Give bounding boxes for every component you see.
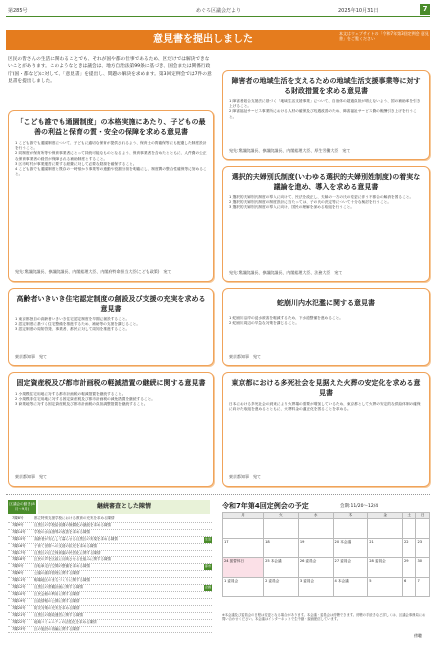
calendar-day: 22: [402, 538, 415, 558]
calendar-day: 5: [368, 577, 403, 597]
card-item: 1 選択的夫婦別氏制度の導入に向けて、民法を改正し、夫婦の一方の氏の変更に伴う不都合の解消を図ること。: [229, 195, 414, 199]
card-item: 1 東京都独自の高齢者いきいき住宅認定制度を早期に創設すること。: [15, 317, 130, 321]
opinion-card-childcare: [8, 110, 214, 282]
petition-row: [8, 620, 212, 627]
card-item: 3 商業地等に対する固定資産税及び都市計画税の負担調整措置を継続すること。: [15, 402, 148, 407]
petition-number: 7陳14号: [12, 529, 26, 534]
calendar-week: [223, 538, 430, 558]
petition-number: 7陳16号: [12, 543, 26, 548]
card-items: [229, 316, 423, 326]
petition-number: 7陳11号: [12, 578, 26, 583]
petition-number: 7陳19号: [12, 598, 26, 603]
calendar-day: [333, 519, 368, 539]
weekday-label: 土: [402, 513, 415, 519]
petition-number: 7陳6号: [12, 571, 24, 576]
calendar-day: [402, 519, 415, 539]
committee-tag: 都市: [204, 564, 211, 569]
weekday-label: 金: [368, 513, 403, 519]
calendar-day: 2 委員会: [264, 577, 299, 597]
calendar-day: [368, 519, 403, 539]
petition-title: 目黒区の景観計画に関する陳情: [34, 585, 83, 590]
card-title: 東京都における多死社会を見据えた火葬の安定化を求める意見書: [231, 379, 421, 397]
tracking-title: 継続審査とした陳情: [38, 500, 210, 514]
card-item: 3 選択的夫婦別氏制度の導入に向け、国民の理解を深める取組を行うこと。: [229, 205, 355, 210]
issue-number: 第285号: [8, 8, 28, 14]
calendar-day: [416, 519, 430, 539]
card-item: 1 蛇崩川沿岸の浸水被害を軽減するため、下水道整備を進めること。: [229, 316, 343, 320]
card-title: 障害者の地域生活を支えるための地域生活支援事業等に対する財政措置を求める意見書: [231, 77, 421, 95]
petition-row: [8, 523, 212, 530]
calendar-day: 29: [402, 558, 415, 578]
calendar-week: [223, 519, 430, 539]
card-title: 高齢者いきいき住宅認定制度の創設及び支援の充実を求める意見書: [16, 295, 206, 313]
weekday-label: 月: [223, 513, 264, 519]
petition-number: 7陳9号: [12, 522, 24, 527]
calendar-day: 3 委員会: [298, 577, 333, 597]
opinion-card-property-tax: [8, 372, 214, 487]
petition-number: 7陳18号: [12, 557, 26, 562]
committee-tag: 生活: [204, 536, 211, 541]
petition-row: [8, 578, 212, 585]
petition-row: [8, 571, 212, 578]
calendar-day: 18: [264, 538, 299, 558]
section-divider: [6, 494, 430, 495]
petition-title: 目黒区の学校給食費の無償化の継続を求める陳情: [34, 522, 111, 527]
calendar-day: 27 委員会: [333, 558, 368, 578]
petition-title: 区民会館の利用に関する陳情: [34, 591, 80, 596]
card-items: [229, 195, 423, 211]
petition-title: 都立特別支援学校における教育の充実を求める陳情: [34, 516, 115, 520]
petition-title: 駒場地区のまちづくりに関する陳情: [34, 578, 90, 583]
weekday-label: 木: [333, 513, 368, 519]
petition-title: 学校の水泳指導の改善を求める陳情: [34, 529, 90, 534]
card-item: 1 小規模住宅用地に対する都市計画税の軽減措置を継続すること。: [15, 392, 126, 396]
petition-title: 公園の維持管理に関する陳情: [34, 571, 80, 576]
card-item: 3 区市町村が事業運営に要する経費に対して必要な財源を確保すること。: [15, 161, 137, 166]
calendar-day: 1 委員会: [223, 577, 264, 597]
card-title: 「こども誰でも通園制度」の本格実施にあたり、子どもの最善の利益と保育の質・安全の保障を求める意見書: [16, 118, 206, 136]
petition-title: 高齢者が安心して暮らせる目黒区の実現を求める陳情: [34, 536, 118, 541]
card-addressee: 宛先:衆議院議長、参議院議長、内閣総理大臣、法務大臣 宛て: [229, 270, 343, 275]
card-addressee: 東京都知事 宛て: [15, 354, 47, 359]
banner-note: 本文はウェブサイトの「令和7年第3回定例会 意見書」をご覧ください: [339, 31, 429, 41]
petition-title: 防災対策の充実を求める陳情: [34, 605, 80, 610]
card-item: 2 障害福祉サービス事業所における人材の確保及び処遇改善のため、障害福祉サービス費の報酬引き上げを行うこと。: [229, 109, 417, 119]
petition-row: [8, 530, 212, 537]
card-item: 3 認定制度の周知啓発、事業者、都民に対して周知を推進すること。: [15, 327, 130, 332]
weekday-label: 水: [298, 513, 333, 519]
calendar-day: 25 本会議: [264, 558, 299, 578]
calendar-tag: 傍聴: [414, 633, 422, 638]
calendar-day: 24 振替休日: [223, 558, 264, 578]
opinion-card-cremation: [222, 372, 430, 487]
petition-number: 7陳17号: [12, 550, 26, 555]
calendar-title: 令和7年第4回定例会の予定: [222, 502, 309, 510]
issue-date: 2025年10月31日: [338, 8, 379, 14]
petition-title: 子育て世帯への支援の拡充を求める陳情: [34, 543, 97, 548]
card-item: 1 障害者総合支援法に基づく「地域生活支援事業」について、自治体の超過負担が増えないよう、国の補助率を引き上げること。: [229, 99, 421, 109]
petition-row: [8, 551, 212, 558]
weekday-label: 火: [264, 513, 299, 519]
petition-row: [8, 592, 212, 599]
petition-row: [8, 557, 212, 564]
card-addressee: 東京都知事 宛て: [15, 474, 47, 479]
calendar-day: [264, 519, 299, 539]
petition-row: [8, 627, 212, 634]
card-item: 2 蛇崩川周辺の早急な対策を講じること。: [229, 321, 299, 326]
committee-tag: 企画: [204, 585, 211, 590]
petition-title: 自転車走行空間の整備を求める陳情: [34, 564, 90, 569]
card-item: 1 こども誰でも通園制度について、子どもに適切な保育が提供されるよう、保育士の質確保等にも配慮した制度設計を行うこと。: [15, 141, 207, 151]
calendar-day: 28 委員会: [368, 558, 403, 578]
petition-number: 7陳8号: [12, 516, 24, 520]
calendar-day: 7: [416, 577, 430, 597]
card-items: [229, 99, 423, 120]
section-banner: 意見書を提出しました: [6, 30, 430, 50]
calendar-day: 23: [416, 538, 430, 558]
card-items: [15, 317, 207, 333]
petition-number: 7陳12号: [12, 585, 26, 590]
petition-row: [8, 585, 212, 592]
card-item: 2 同制度が保育所等や保育事業者にとって持続可能なものとなるよう、保育事業者を含めたとともに、人件費の公正な保育事業者の経営が保障される補助制度とすること。: [15, 151, 207, 161]
petition-number: 7陳15号: [12, 536, 26, 541]
petition-title: 区民の声を区政に反映させる仕組みに関する陳情: [34, 557, 111, 562]
card-addressee: 宛先:衆議院議長、参議院議長、内閣総理大臣、内閣府特命担当大臣(こども政策) 宛て: [15, 269, 172, 274]
petition-number: 7陳21号: [12, 612, 26, 617]
petition-title: 区の施設の再編に関する陳情: [34, 626, 80, 631]
calendar-day: [223, 519, 264, 539]
petition-row: [8, 537, 212, 544]
page-number: 7: [420, 4, 430, 15]
petition-row: [8, 606, 212, 613]
session-calendar: [222, 512, 430, 597]
card-item: 2 小規模非住宅用地に対する固定資産税及び都市計画税の減免措置を継続すること。: [15, 397, 155, 402]
petition-number: 7陳22号: [12, 619, 26, 624]
calendar-day: 26 委員会: [298, 558, 333, 578]
card-item: 2 選択的夫婦別氏制度の制度設計に当たっては、子の氏の決定等について十分な検討を行うこと。: [229, 200, 392, 205]
card-addressee: 東京都知事 宛て: [229, 354, 261, 359]
publication-name: めぐろ区議会だより: [196, 8, 242, 14]
calendar-week: [223, 577, 430, 597]
petition-number: 7陳5号: [12, 564, 24, 569]
card-addressee: 宛先:衆議院議長、参議院議長、内閣総理大臣、厚生労働大臣 宛て: [229, 148, 351, 153]
petition-title: 地域コミュニティの活性化を求める陳情: [34, 619, 97, 624]
petition-row: [8, 613, 212, 620]
weekday-label: 日: [416, 513, 430, 519]
card-items: [15, 392, 207, 408]
calendar-day: 21: [368, 538, 403, 558]
card-item: 4 こども誰でも通園制度と既存の一時預かり事業等の連動や役割分担を明確にし、制度間の整合性確保等に努めること。: [15, 167, 207, 177]
petition-title: 目黒区の財政運営に関する陳情: [34, 612, 83, 617]
calendar-day: 6: [402, 577, 415, 597]
page-header: [6, 4, 430, 15]
petition-title: 目黒区の区立保育園の民営化に関する陳情: [34, 550, 101, 555]
opinion-card-senior-housing: [8, 288, 214, 366]
card-items: [229, 402, 423, 412]
calendar-week: [223, 558, 430, 578]
calendar-day: 20 本会議: [333, 538, 368, 558]
card-item: 2 認定制度に基づく住宅整備を推進するため、補助等の支援を講じること。: [15, 322, 141, 327]
calendar-day: 19: [298, 538, 333, 558]
calendar-day: 17: [223, 538, 264, 558]
petition-row: [8, 599, 212, 606]
calendar-period: 会期:11/20〜12/4: [340, 504, 379, 509]
opinion-card-disability: [222, 70, 430, 160]
calendar-day: [298, 519, 333, 539]
opinion-card-surname: [222, 166, 430, 282]
petition-number: 7陳23号: [12, 626, 26, 631]
card-addressee: 東京都知事 宛て: [229, 474, 261, 479]
card-title: 固定資産税及び都市計画税の軽減措置の継続に関する意見書: [16, 379, 206, 387]
tracking-left-label: 区議会の動き(8月〜9月): [8, 500, 36, 514]
petition-row: [8, 564, 212, 571]
petition-number: 7陳10号: [12, 591, 26, 596]
calendar-day: 30: [416, 558, 430, 578]
intro-text: 区民の皆さんの生活に関わることでも、それが国や都の仕事であるため、区だけでは解決できないことがあります。このようなときは議会は、地方自治法第99条に基づき、国会または関係行政庁(国・都など)に対して、「意見書」を提出し、問題の解決を求めます。第3回定例会では7件の意見書を提出しました。: [8, 57, 212, 85]
petition-list: [8, 516, 212, 633]
petition-row: [8, 516, 212, 523]
calendar-note: ※本会議及び委員会の日程は変更となる場合があります。本会議・委員会は傍聴できます。傍聴の手続きなど詳しくは、区議会事務局にお問い合わせください。本会議はインターネットで生中継・録画配信しています。: [222, 613, 426, 622]
petition-number: 7陳20号: [12, 605, 26, 610]
header-rule: [6, 16, 430, 17]
petition-title: 区政情報の公開に関する陳情: [34, 598, 80, 603]
calendar-day: 4 本会議: [333, 577, 368, 597]
card-item: 日本における多死社会の到来により火葬場の需要が増加しているため、東京都として火葬の安定的な供給体制の確保に向けた取組を進めるとともに、火葬料金の適正化を図ることを求める。: [229, 402, 421, 412]
petition-row: [8, 544, 212, 551]
card-title: 選択的夫婦別氏制度(いわゆる選択的夫婦別姓制度)の着実な議論を進め、導入を求める意見書: [231, 173, 421, 191]
card-items: [15, 141, 207, 177]
card-title: 蛇崩川内水氾濫に関する意見書: [277, 299, 375, 307]
opinion-card-flood: [222, 288, 430, 366]
